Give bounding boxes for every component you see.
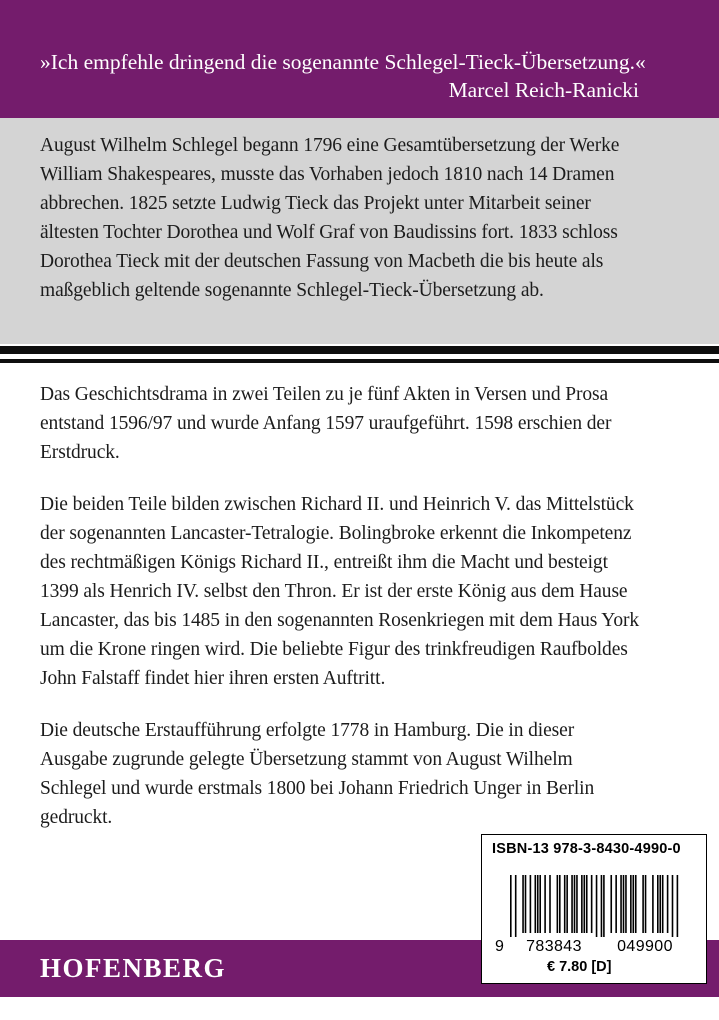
barcode-bar [633,875,635,933]
barcode-bars [510,875,678,937]
text-line: gedruckt. [40,807,113,828]
barcode-bar [652,875,654,933]
body-paragraph-2 [40,490,639,693]
text-line: Die deutsche Erstaufführung erfolgte 1778 in Hamburg. Die in dieser [40,720,575,741]
barcode-bar [625,875,627,933]
divider-thin [0,359,719,363]
barcode-bar [530,875,532,933]
text-line: William Shakespeares, musste das Vorhaben jedoch 1810 nach 14 Dramen [40,164,615,185]
barcode-bar [564,875,566,933]
barcode-bar [662,875,664,933]
barcode-bar [557,875,559,933]
barcode-bar [581,875,583,933]
barcode-left-digits: 783843 [526,938,582,955]
barcode-bar [635,875,637,933]
barcode-bar [659,875,661,933]
isbn-text: ISBN-13 978-3-8430-4990-0 [492,841,681,857]
text-line: Erstdruck. [40,442,120,463]
text-line: Ausgabe zugrunde gelegte Übersetzung stammt von August Wilhelm [40,749,573,770]
text-line: Das Geschichtsdrama in zwei Teilen zu je fünf Akten in Versen und Prosa [40,384,609,405]
body-paragraph-1 [40,380,611,467]
barcode-bar [571,875,573,933]
barcode-bar [603,875,605,937]
text-line: abbrechen. 1825 setzte Ludwig Tieck das Projekt unter Mitarbeit seiner [40,193,591,214]
text-line: 1399 als Henrich IV. selbst den Thron. Er ist der erste König aus dem Hause [40,581,628,602]
barcode-bar [574,875,576,933]
body-paragraph-3 [40,716,594,832]
barcode-bar [586,875,588,933]
barcode-bar [657,875,659,933]
barcode-bar [566,875,568,933]
barcode-bar [596,875,598,937]
text-line: Lancaster, das bis 1485 in den sogenannten Rosenkriegen mit dem Haus York [40,610,640,631]
quote-band [0,0,719,118]
barcode-bar [515,875,517,937]
barcode-bar [525,875,527,933]
text-line: um die Krone ringen wird. Die beliebte Figur des trinkfreudigen Raufboldes [40,639,628,660]
barcode-first-digit: 9 [495,938,504,955]
barcode-bar [559,875,561,933]
barcode-bar [549,875,551,933]
barcode-bar [522,875,524,933]
barcode-bar [642,875,644,933]
text-line: maßgeblich geltende sogenannte Schlegel-Tieck-Übersetzung ab. [40,280,544,301]
text-line: Dorothea Tieck mit der deutschen Fassung von Macbeth die bis heute als [40,251,604,272]
quote-author: Marcel Reich-Ranicki [448,78,639,102]
text-line: ältesten Tochter Dorothea und Wolf Graf von Baudissins fort. 1833 schloss [40,222,618,243]
barcode-bar [630,875,632,933]
barcode-bar [623,875,625,933]
publisher-logo: HOFENBERG [40,953,227,983]
barcode-label [481,834,707,984]
barcode-bar [610,875,612,933]
price-text: € 7.80 [D] [547,959,612,975]
quote-text: »Ich empfehle dringend die sogenannte Schlegel-Tieck-Übersetzung.« [40,50,646,74]
barcode-bar [677,875,679,937]
barcode-bar [615,875,617,933]
text-line: entstand 1596/97 und wurde Anfang 1597 uraufgeführt. 1598 erschien der [40,413,612,434]
barcode-bar [584,875,586,933]
barcode-bar [544,875,546,933]
text-line: Schlegel und wurde erstmals 1800 bei Johann Friedrich Unger in Berlin [40,778,595,799]
barcode-bar [510,875,512,937]
text-line: John Falstaff findet hier ihren ersten Auftritt. [40,668,386,689]
barcode-bar [591,875,593,933]
text-line: der sogenannten Lancaster-Tetralogie. Bolingbroke erkennt die Inkompetenz [40,523,632,544]
barcode-bar [672,875,674,937]
text-line: des rechtmäßigen Königs Richard II., entreißt ihm die Macht und besteigt [40,552,608,573]
barcode-bar [535,875,537,933]
text-line: Die beiden Teile bilden zwischen Richard II. und Heinrich V. das Mittelstück [40,494,634,515]
barcode-bar [537,875,539,933]
barcode-bar [645,875,647,933]
intro-paragraph [40,131,619,305]
barcode-bar [576,875,578,933]
barcode-bar [667,875,669,933]
divider-thick [0,346,719,354]
barcode-bar [620,875,622,933]
barcode-right-digits: 049900 [617,938,673,955]
barcode-bar [539,875,541,933]
text-line: August Wilhelm Schlegel begann 1796 eine Gesamtübersetzung der Werke [40,135,620,156]
barcode-bar [601,875,603,937]
